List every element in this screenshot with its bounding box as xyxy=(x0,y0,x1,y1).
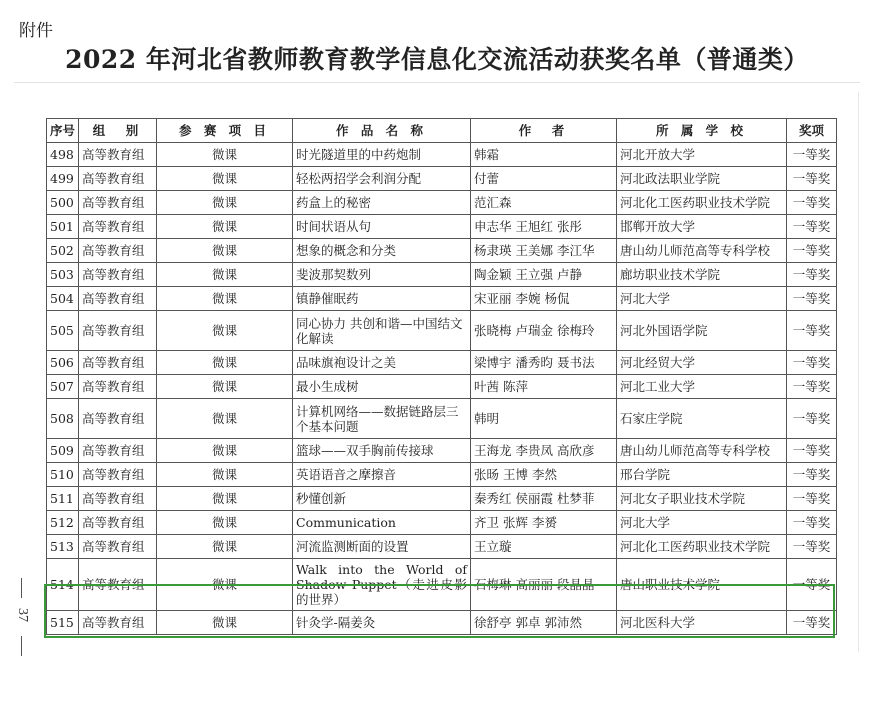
cell-item: 微课 xyxy=(157,611,293,635)
cell-school: 河北大学 xyxy=(617,287,787,311)
cell-school: 邯郸开放大学 xyxy=(617,215,787,239)
cell-work: Walk into the World of Shadow Puppet（走进皮影的世界） xyxy=(293,559,471,611)
table-body xyxy=(47,143,837,635)
cell-item: 微课 xyxy=(157,311,293,351)
page-number-dash-bottom xyxy=(21,636,22,656)
table-row xyxy=(47,167,837,191)
cell-group: 高等教育组 xyxy=(79,191,157,215)
cell-award: 一等奖 xyxy=(787,191,837,215)
column-header-school: 所 属 学 校 xyxy=(617,119,787,143)
cell-group: 高等教育组 xyxy=(79,535,157,559)
cell-author: 陶金颖 王立强 卢静 xyxy=(471,263,617,287)
cell-work: 秒懂创新 xyxy=(293,487,471,511)
column-header-item: 参 赛 项 目 xyxy=(157,119,293,143)
cell-award: 一等奖 xyxy=(787,375,837,399)
column-header-group: 组 别 xyxy=(79,119,157,143)
cell-school: 河北化工医药职业技术学院 xyxy=(617,191,787,215)
cell-author: 梁博宇 潘秀昀 聂书法 xyxy=(471,351,617,375)
page-number: 37 xyxy=(15,608,30,622)
cell-award: 一等奖 xyxy=(787,487,837,511)
cell-author: 申志华 王旭红 张彤 xyxy=(471,215,617,239)
cell-author: 叶茜 陈萍 xyxy=(471,375,617,399)
cell-group: 高等教育组 xyxy=(79,439,157,463)
cell-school: 河北女子职业技术学院 xyxy=(617,487,787,511)
column-header-author: 作 者 xyxy=(471,119,617,143)
cell-award: 一等奖 xyxy=(787,439,837,463)
table-row xyxy=(47,487,837,511)
table-row xyxy=(47,311,837,351)
cell-no: 505 xyxy=(47,311,79,351)
cell-item: 微课 xyxy=(157,143,293,167)
cell-item: 微课 xyxy=(157,439,293,463)
cell-author: 张旸 王博 李然 xyxy=(471,463,617,487)
cell-author: 杨隶瑛 王美娜 李江华 xyxy=(471,239,617,263)
cell-group: 高等教育组 xyxy=(79,559,157,611)
cell-award: 一等奖 xyxy=(787,263,837,287)
cell-award: 一等奖 xyxy=(787,311,837,351)
cell-work: 轻松两招学会利润分配 xyxy=(293,167,471,191)
cell-author: 宋亚丽 李婉 杨侃 xyxy=(471,287,617,311)
cell-award: 一等奖 xyxy=(787,399,837,439)
cell-award: 一等奖 xyxy=(787,463,837,487)
cell-group: 高等教育组 xyxy=(79,143,157,167)
cell-item: 微课 xyxy=(157,215,293,239)
table-row xyxy=(47,143,837,167)
cell-school: 河北大学 xyxy=(617,511,787,535)
cell-group: 高等教育组 xyxy=(79,375,157,399)
table-header xyxy=(47,119,837,143)
cell-no: 502 xyxy=(47,239,79,263)
cell-school: 唐山幼儿师范高等专科学校 xyxy=(617,239,787,263)
table-row xyxy=(47,511,837,535)
cell-item: 微课 xyxy=(157,511,293,535)
cell-item: 微课 xyxy=(157,535,293,559)
table-row xyxy=(47,239,837,263)
cell-no: 501 xyxy=(47,215,79,239)
cell-group: 高等教育组 xyxy=(79,463,157,487)
cell-school: 河北工业大学 xyxy=(617,375,787,399)
cell-no: 506 xyxy=(47,351,79,375)
table-row xyxy=(47,191,837,215)
cell-award: 一等奖 xyxy=(787,559,837,611)
cell-item: 微课 xyxy=(157,463,293,487)
cell-work: 同心协力 共创和谐—中国结文化解读 xyxy=(293,311,471,351)
cell-work: 针灸学-隔姜灸 xyxy=(293,611,471,635)
cell-work: 时间状语从句 xyxy=(293,215,471,239)
cell-author: 王海龙 李贵凤 高欣彦 xyxy=(471,439,617,463)
cell-author: 齐卫 张辉 李赟 xyxy=(471,511,617,535)
cell-group: 高等教育组 xyxy=(79,351,157,375)
page-number-marker xyxy=(14,578,30,658)
cell-school: 邢台学院 xyxy=(617,463,787,487)
cell-work: Communication xyxy=(293,511,471,535)
table-row xyxy=(47,611,837,635)
cell-author: 石梅琳 高丽丽 段晶晶 xyxy=(471,559,617,611)
cell-author: 秦秀红 侯丽霞 杜梦菲 xyxy=(471,487,617,511)
table-row xyxy=(47,215,837,239)
cell-award: 一等奖 xyxy=(787,511,837,535)
cell-work: 篮球——双手胸前传接球 xyxy=(293,439,471,463)
cell-school: 河北外国语学院 xyxy=(617,311,787,351)
cell-work: 药盒上的秘密 xyxy=(293,191,471,215)
cell-work: 河流监测断面的设置 xyxy=(293,535,471,559)
cell-school: 河北化工医药职业技术学院 xyxy=(617,535,787,559)
cell-no: 512 xyxy=(47,511,79,535)
cell-work: 时光隧道里的中药炮制 xyxy=(293,143,471,167)
cell-school: 河北开放大学 xyxy=(617,143,787,167)
cell-no: 508 xyxy=(47,399,79,439)
cell-work: 计算机网络——数据链路层三个基本问题 xyxy=(293,399,471,439)
cell-group: 高等教育组 xyxy=(79,611,157,635)
cell-work: 想象的概念和分类 xyxy=(293,239,471,263)
cell-author: 范汇森 xyxy=(471,191,617,215)
cell-author: 王立璇 xyxy=(471,535,617,559)
table-row xyxy=(47,399,837,439)
cell-group: 高等教育组 xyxy=(79,311,157,351)
cell-author: 徐舒亭 郭卓 郭沛然 xyxy=(471,611,617,635)
cell-no: 503 xyxy=(47,263,79,287)
cell-no: 510 xyxy=(47,463,79,487)
cell-school: 廊坊职业技术学院 xyxy=(617,263,787,287)
cell-item: 微课 xyxy=(157,167,293,191)
table-row xyxy=(47,559,837,611)
column-header-award: 奖项 xyxy=(787,119,837,143)
table-row xyxy=(47,375,837,399)
cell-work: 最小生成树 xyxy=(293,375,471,399)
cell-work: 品味旗袍设计之美 xyxy=(293,351,471,375)
page-edge-line xyxy=(858,92,859,652)
cell-item: 微课 xyxy=(157,559,293,611)
cell-school: 河北政法职业学院 xyxy=(617,167,787,191)
cell-award: 一等奖 xyxy=(787,535,837,559)
cell-item: 微课 xyxy=(157,375,293,399)
cell-group: 高等教育组 xyxy=(79,287,157,311)
cell-work: 镇静催眠药 xyxy=(293,287,471,311)
cell-group: 高等教育组 xyxy=(79,399,157,439)
cell-no: 500 xyxy=(47,191,79,215)
column-header-no: 序号 xyxy=(47,119,79,143)
cell-group: 高等教育组 xyxy=(79,167,157,191)
table-row xyxy=(47,439,837,463)
cell-author: 韩霜 xyxy=(471,143,617,167)
cell-no: 509 xyxy=(47,439,79,463)
cell-award: 一等奖 xyxy=(787,239,837,263)
table-row xyxy=(47,263,837,287)
cell-no: 504 xyxy=(47,287,79,311)
cell-no: 498 xyxy=(47,143,79,167)
cell-no: 515 xyxy=(47,611,79,635)
cell-item: 微课 xyxy=(157,287,293,311)
cell-item: 微课 xyxy=(157,191,293,215)
cell-work: 英语语音之摩擦音 xyxy=(293,463,471,487)
table-row xyxy=(47,463,837,487)
cell-group: 高等教育组 xyxy=(79,511,157,535)
table-row xyxy=(47,351,837,375)
cell-school: 唐山职业技术学院 xyxy=(617,559,787,611)
page-title: 2022 年河北省教师教育教学信息化交流活动获奖名单（普通类） xyxy=(65,45,809,74)
cell-item: 微课 xyxy=(157,351,293,375)
cell-no: 513 xyxy=(47,535,79,559)
cell-item: 微课 xyxy=(157,399,293,439)
cell-award: 一等奖 xyxy=(787,143,837,167)
cell-no: 511 xyxy=(47,487,79,511)
cell-no: 507 xyxy=(47,375,79,399)
cell-award: 一等奖 xyxy=(787,611,837,635)
table-row xyxy=(47,535,837,559)
cell-school: 唐山幼儿师范高等专科学校 xyxy=(617,439,787,463)
cell-school: 河北经贸大学 xyxy=(617,351,787,375)
cell-award: 一等奖 xyxy=(787,351,837,375)
cell-school: 石家庄学院 xyxy=(617,399,787,439)
cell-group: 高等教育组 xyxy=(79,263,157,287)
cell-work: 斐波那契数列 xyxy=(293,263,471,287)
attachment-label: 附件 xyxy=(19,21,53,41)
cell-group: 高等教育组 xyxy=(79,215,157,239)
cell-award: 一等奖 xyxy=(787,167,837,191)
page-number-dash-top xyxy=(21,578,22,598)
cell-item: 微课 xyxy=(157,263,293,287)
cell-group: 高等教育组 xyxy=(79,239,157,263)
cell-award: 一等奖 xyxy=(787,287,837,311)
cell-no: 499 xyxy=(47,167,79,191)
column-header-work: 作 品 名 称 xyxy=(293,119,471,143)
cell-author: 付蕾 xyxy=(471,167,617,191)
cell-award: 一等奖 xyxy=(787,215,837,239)
cell-item: 微课 xyxy=(157,239,293,263)
table-row xyxy=(47,287,837,311)
cell-no: 514 xyxy=(47,559,79,611)
header-divider xyxy=(14,82,860,83)
cell-school: 河北医科大学 xyxy=(617,611,787,635)
award-table xyxy=(46,118,837,635)
cell-author: 韩明 xyxy=(471,399,617,439)
cell-group: 高等教育组 xyxy=(79,487,157,511)
cell-item: 微课 xyxy=(157,487,293,511)
cell-author: 张晓梅 卢瑞金 徐梅玲 xyxy=(471,311,617,351)
